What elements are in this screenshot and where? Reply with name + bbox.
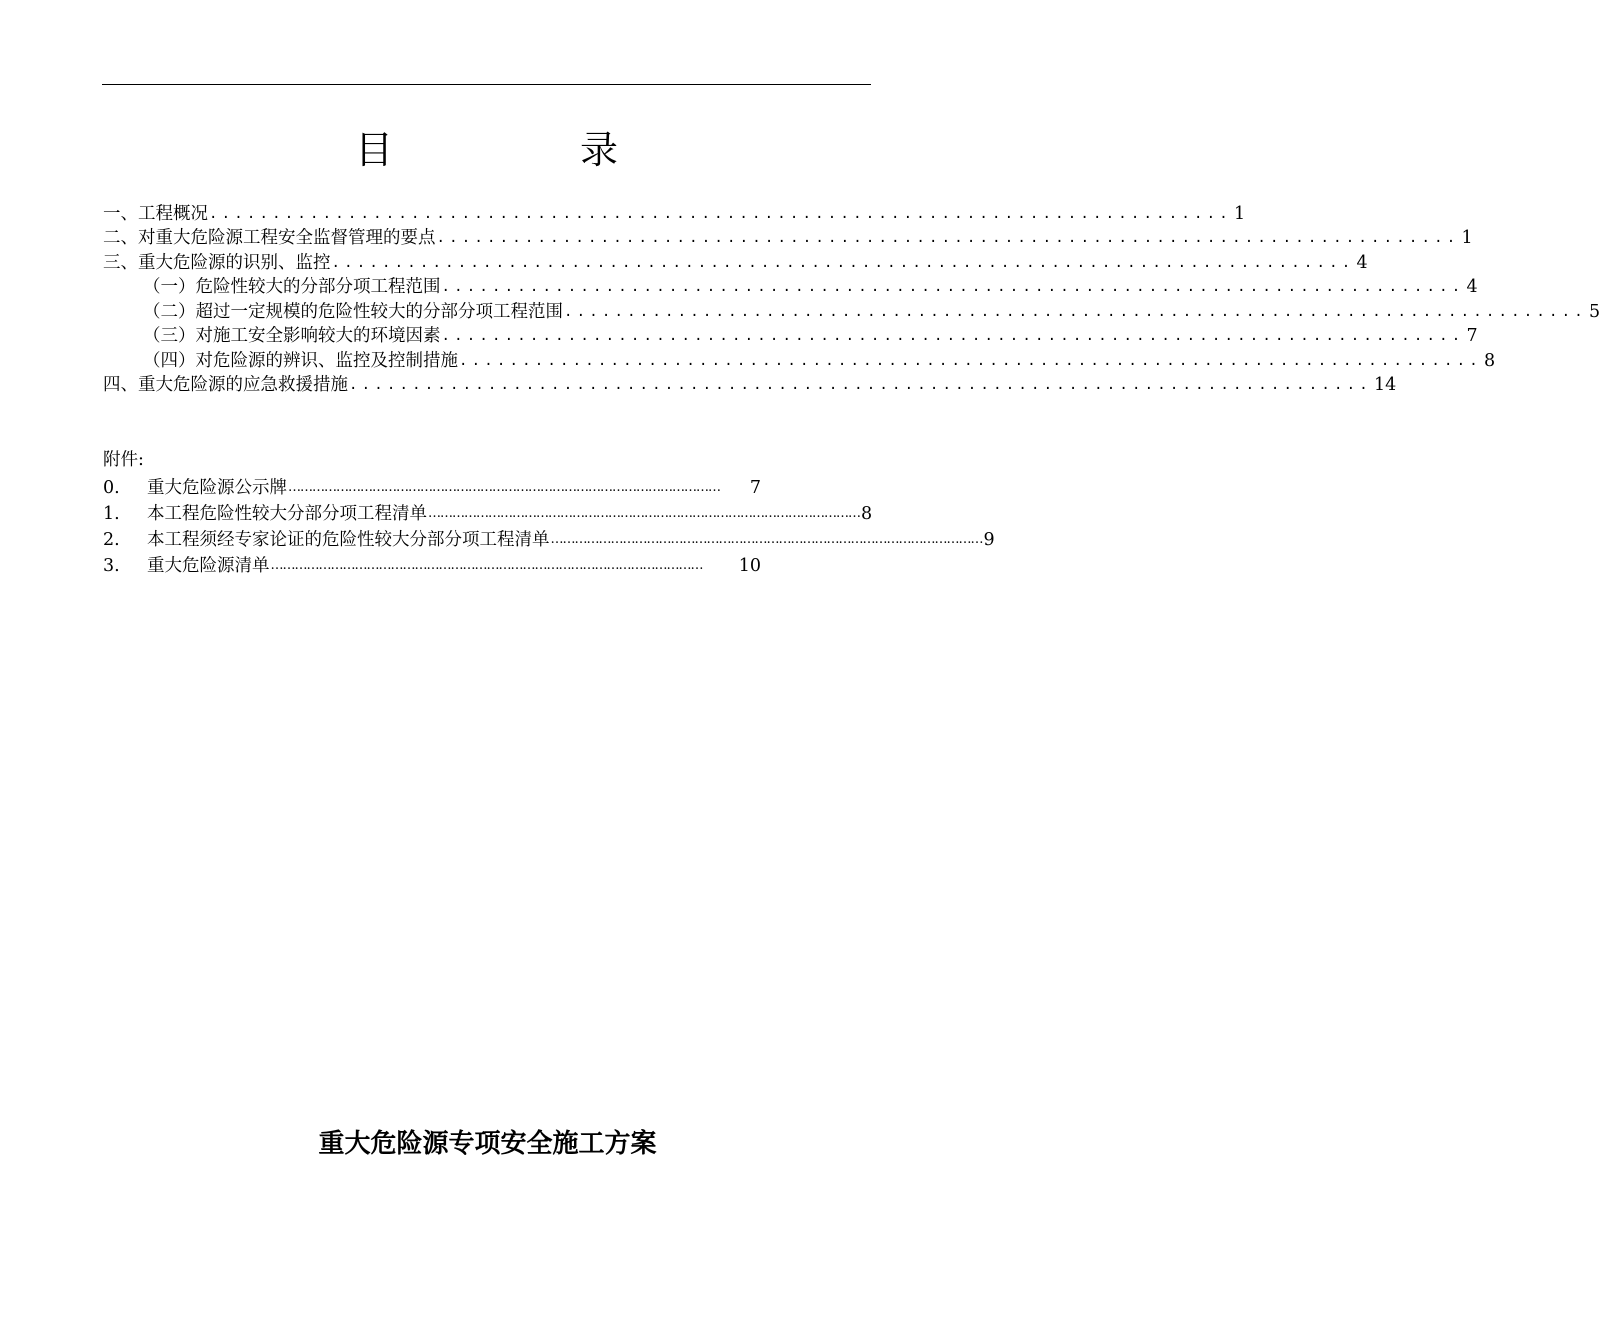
attachment-page: 9 (983, 530, 995, 550)
toc-entry-sub-3[interactable] (103, 323, 1478, 348)
attachment-label: 本工程须经专家论证的危险性较大分部分项工程清单 (147, 530, 550, 550)
toc-entry-label: 一、工程概况 (103, 203, 208, 224)
attachment-item[interactable] (103, 473, 761, 499)
toc-entry-page: 1 (1461, 228, 1473, 248)
attachment-leader-dots: ……………………………………………………………………………………………… (270, 558, 703, 573)
attachment-page: 8 (861, 504, 873, 524)
toc-title-char-2: 录 (580, 128, 619, 172)
toc-entry-label: （四）对危险源的辨识、监控及控制措施 (143, 350, 458, 371)
table-of-contents (103, 200, 1600, 396)
attachment-number: 1. (103, 504, 120, 524)
toc-leader-dots: ................................................................................. (209, 205, 1232, 222)
document-title: 重大危险源专项安全施工方案 (318, 1129, 657, 1159)
attachment-page: 10 (738, 556, 761, 576)
toc-title-char-1: 目 (355, 128, 394, 172)
attachments-list (103, 473, 995, 577)
toc-leader-dots: ................................................................................. (459, 352, 1482, 369)
toc-leader-dots: ................................................................................. (564, 303, 1587, 320)
toc-entry-overview[interactable] (103, 200, 1246, 225)
toc-entry-sub-1[interactable] (103, 274, 1478, 299)
attachment-item[interactable] (103, 499, 873, 525)
toc-entry-label: 三、重大危险源的识别、监控 (103, 252, 331, 273)
toc-entry-label: （二）超过一定规模的危险性较大的分部分项工程范围 (143, 301, 563, 322)
toc-entry-page: 7 (1466, 326, 1478, 346)
attachment-item[interactable] (103, 551, 761, 577)
attachment-number: 2. (103, 530, 120, 550)
toc-entry-page: 5 (1588, 301, 1600, 322)
toc-entry-label: 二、对重大危险源工程安全监督管理的要点 (103, 228, 436, 248)
toc-entry-page: 14 (1373, 375, 1397, 395)
attachment-leader-dots: ……………………………………………………………………………………………… (288, 480, 720, 495)
header-rule (102, 84, 871, 85)
toc-entry-page: 4 (1466, 277, 1478, 297)
toc-title (0, 126, 950, 174)
toc-entry-label: （三）对施工安全影响较大的环境因素 (143, 326, 441, 346)
toc-entry-page: 8 (1483, 350, 1496, 371)
attachment-number: 0. (103, 478, 120, 498)
toc-entry-sub-2[interactable] (103, 298, 1600, 323)
toc-entry-page: 1 (1233, 203, 1246, 224)
attachment-label: 重大危险源清单 (147, 556, 270, 576)
toc-entry-emergency[interactable] (103, 372, 1397, 397)
attachment-page: 7 (749, 478, 761, 498)
toc-entry-sub-4[interactable] (103, 347, 1496, 372)
attachment-label: 重大危险源公示牌 (147, 478, 287, 498)
attachment-number: 3. (103, 556, 120, 576)
toc-leader-dots: ................................................................................. (441, 328, 1465, 344)
attachments-heading: 附件: (103, 450, 144, 470)
attachment-leader-dots: ……………………………………………………………………………………………… (428, 506, 860, 521)
toc-entry-label: （一）危险性较大的分部分项工程范围 (143, 277, 441, 297)
toc-entry-supervision[interactable] (103, 225, 1473, 250)
toc-entry-page: 4 (1356, 252, 1368, 273)
toc-leader-dots: ................................................................................. (441, 279, 1465, 295)
toc-leader-dots: ................................................................................. (436, 230, 1460, 246)
attachment-leader-dots: ……………………………………………………………………………………………… (550, 532, 983, 547)
attachment-item[interactable] (103, 525, 995, 551)
toc-entry-identification[interactable] (103, 249, 1368, 274)
toc-leader-dots: ................................................................................. (349, 377, 1372, 393)
toc-entry-label: 四、重大危险源的应急救援措施 (103, 375, 348, 395)
toc-leader-dots: ................................................................................. (331, 254, 1355, 271)
attachment-label: 本工程危险性较大分部分项工程清单 (147, 504, 427, 524)
